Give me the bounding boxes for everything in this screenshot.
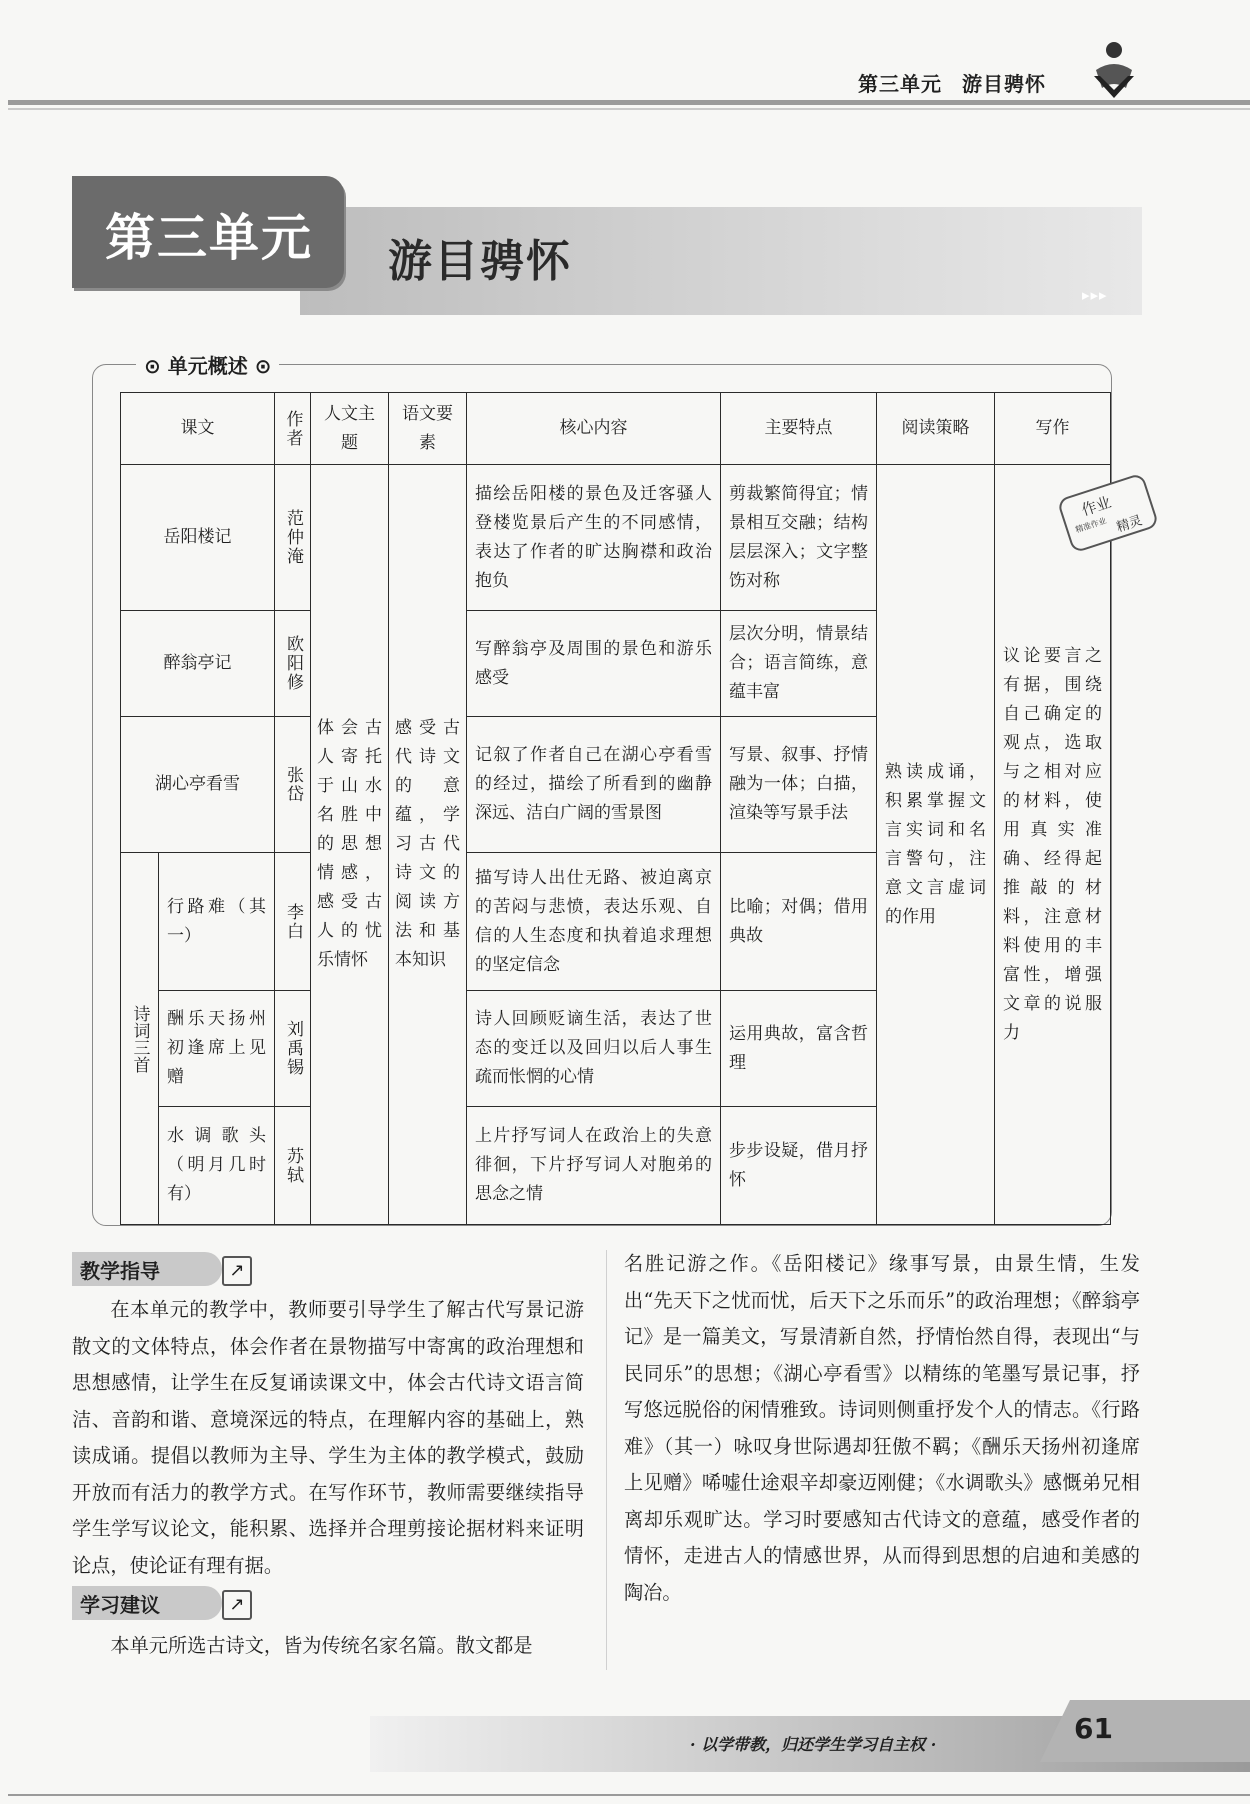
col-header-content: 核心内容 <box>467 393 721 465</box>
header-rule <box>8 100 1250 105</box>
row-author: 李白 <box>275 853 311 991</box>
col-header-title: 课文 <box>121 393 275 465</box>
row-content: 上片抒写词人在政治上的失意徘徊，下片抒写词人对胞弟的思念之情 <box>467 1107 721 1225</box>
running-header <box>858 68 1066 97</box>
header-unit: 第三单元 <box>858 72 942 96</box>
page-number: 61 <box>1074 1712 1113 1745</box>
row-content: 描绘岳阳楼的景色及迁客骚人登楼览景后产生的不同感情，表达了作者的旷达胸襟和政治抱负 <box>467 465 721 611</box>
footer-motto: · 以学带教，归还学生学习自主权 · <box>690 1735 937 1754</box>
row-author: 张岱 <box>275 717 311 853</box>
banner-title: 游目骋怀 <box>388 236 572 287</box>
banner-arrows-icon: ▸▸▸ <box>1082 286 1108 304</box>
row-content: 描写诗人出仕无路、被迫离京的苦闷与悲愤，表达乐观、自信的人生态度和执着追求理想的坚定信念 <box>467 853 721 991</box>
row-content: 记叙了作者自己在湖心亭看雪的经过，描绘了所看到的幽静深远、洁白广阔的雪景图 <box>467 717 721 853</box>
overview-label: ⊙ 单元概述 ⊙ <box>136 350 279 379</box>
stamp-top-text: 作业 <box>1079 493 1114 520</box>
row-features: 写景、叙事、抒情融为一体；白描，渲染等写景手法 <box>721 717 877 853</box>
row-content: 写醉翁亭及周围的景色和游乐感受 <box>467 611 721 717</box>
row-title: 湖心亭看雪 <box>121 717 275 853</box>
row-author: 欧阳修 <box>275 611 311 717</box>
page-number-tab <box>1040 1700 1250 1762</box>
row-title: 水调歌头（明月几时有） <box>159 1107 275 1225</box>
reading-cell: 熟读成诵，积累掌握文言实词和名言警句，注意文言虚词的作用 <box>877 465 995 1225</box>
reader-logo-icon <box>1090 40 1138 102</box>
col-header-features: 主要特点 <box>721 393 877 465</box>
row-features: 步步设疑，借月抒怀 <box>721 1107 877 1225</box>
table-row <box>121 465 1111 611</box>
header-rule-thin <box>8 108 1250 110</box>
col-header-writing: 写作 <box>995 393 1111 465</box>
footer-rule <box>8 1794 1250 1796</box>
row-author: 苏轼 <box>275 1107 311 1225</box>
row-author: 刘禹锡 <box>275 991 311 1107</box>
study-tag-label: 学习建议 <box>80 1593 160 1617</box>
study-paragraph-start: 本单元所选古诗文，皆为传统名家名篇。散文都是 <box>110 1634 533 1657</box>
row-features: 运用典故，富含哲理 <box>721 991 877 1107</box>
teaching-tag <box>72 1252 256 1286</box>
poem-group-cell: 诗词三首 <box>121 853 159 1225</box>
row-features: 层次分明，情景结合；语言简练，意蕴丰富 <box>721 611 877 717</box>
col-header-author: 作者 <box>275 393 311 465</box>
row-title: 岳阳楼记 <box>121 465 275 611</box>
row-content: 诗人回顾贬谪生活，表达了世态的变迁以及回归以后人事生疏而怅惘的心情 <box>467 991 721 1107</box>
writing-cell: 议论要言之有据，围绕自己确定的观点，选取与之相对应的材料，使用真实准确、经得起推敲的材料，注意材料使用的丰富性，增强文章的说服力 <box>995 465 1111 1225</box>
row-title: 醉翁亭记 <box>121 611 275 717</box>
theme-cell: 体会古人寄托于山水名胜中的思想情感，感受古人的忧乐情怀 <box>311 465 389 1225</box>
row-features: 比喻；对偶；借用典故 <box>721 853 877 991</box>
stamp-bottom-text: 精灵 <box>1114 513 1145 536</box>
column-divider <box>606 1250 607 1670</box>
row-features: 剪裁繁简得宜；情景相互交融；结构层层深入；文字整饬对称 <box>721 465 877 611</box>
banner-unit-label: 第三单元 <box>105 209 313 267</box>
unit-overview-table <box>120 392 1114 1225</box>
teaching-paragraph: 在本单元的教学中，教师要引导学生了解古代写景记游散文的文体特点，体会作者在景物描写中寄寓的政治理想和思想感情，让学生在反复诵读课文中，体会古代诗文语言简洁、音韵和谐、意境深远的特点，在理解内容的基础上，熟读成诵。提倡以教师为主导、学生为主体的教学模式，鼓励开放而有活力的教学方式。在写作环节，教师需要继续指导学生学写议论文，能积累、选择并合理剪接论据材料来证明论点，使论证有理有据。 <box>72 1298 584 1577</box>
header-title: 游目骋怀 <box>962 72 1046 96</box>
study-paragraph-continued: 名胜记游之作。《岳阳楼记》缘事写景，由景生情，生发出“先天下之忧而忧，后天下之乐而乐”的政治理想；《醉翁亭记》是一篇美文，写景清新自然，抒情怡然自得，表现出“与民同乐”的思想；《湖心亭看雪》以精练的笔墨写景记事，抒写悠远脱俗的闲情雅致。诗词则侧重抒发个人的情志。《行路难》（其一）咏叹身世际遇却狂傲不羁；《酬乐天扬州初逢席上见赠》唏嘘仕途艰辛却豪迈刚健；《水调歌头》感慨弟兄相离却乐观旷达。学习时要感知古代诗文的意蕴，感受作者的情怀，走进古人的情感世界，从而得到思想的启迪和美感的陶冶。 <box>624 1252 1140 1604</box>
row-title: 行路难（其一） <box>159 853 275 991</box>
col-header-elements: 语文要素 <box>389 393 467 465</box>
col-header-theme: 人文主题 <box>311 393 389 465</box>
stamp-middle-text: 精准作业 <box>1074 516 1108 535</box>
col-header-reading: 阅读策略 <box>877 393 995 465</box>
teaching-tag-label: 教学指导 <box>80 1259 160 1283</box>
arrow-out-icon: ↗ <box>222 1590 252 1620</box>
study-tag <box>72 1586 256 1620</box>
elements-cell: 感受古代诗文的意蕴，学习古代诗文的阅读方法和基本知识 <box>389 465 467 1225</box>
row-title: 酬乐天扬州初逢席上见赠 <box>159 991 275 1107</box>
table-header-row <box>121 393 1111 465</box>
arrow-out-icon: ↗ <box>222 1256 252 1286</box>
homework-stamp <box>1054 470 1162 556</box>
row-author: 范仲淹 <box>275 465 311 611</box>
